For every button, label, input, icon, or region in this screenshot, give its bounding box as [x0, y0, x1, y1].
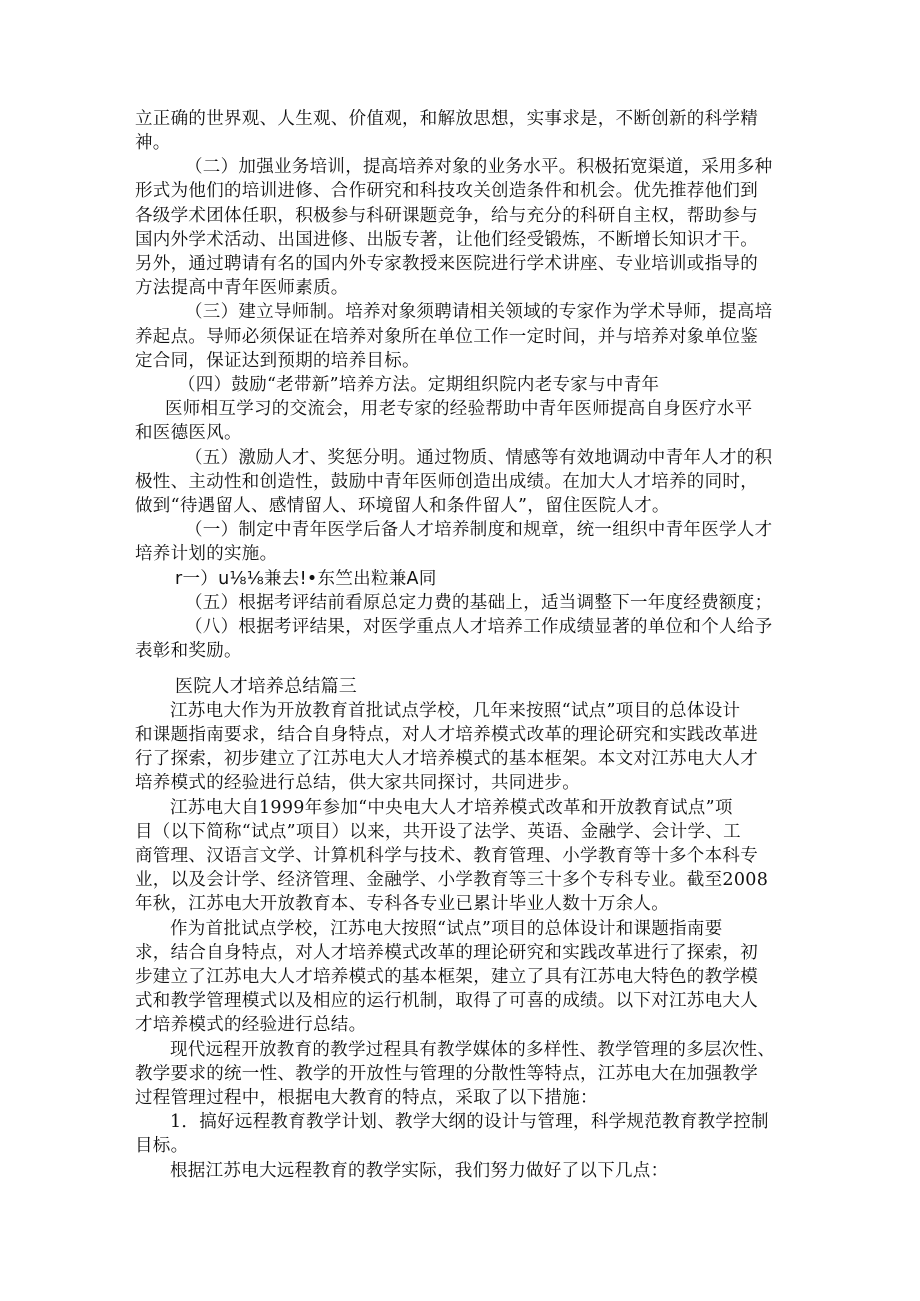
text-line: 和医德医风。: [135, 423, 242, 443]
text-line: （二）加强业务培训，提高培养对象的业务水平。积极拓宽渠道，采用多种: [185, 157, 773, 177]
text-line: 商管理、汉语言文学、计算机科学与技术、教育管理、小学教育等十多个本科专: [135, 846, 758, 866]
text-line: 作为首批试点学校，江苏电大按照“试点”项目的总体设计和课题指南要: [170, 919, 723, 939]
text-line: 形式为他们的培训进修、合作研究和科技攻关创造条件和机会。优先推荐他们到: [135, 181, 758, 201]
text-line: 立正确的世界观、人生观、价值观，和解放思想，实事求是，不断创新的科学精: [135, 109, 758, 129]
text-line: 现代远程开放教育的教学过程具有教学媒体的多样性、教学管理的多层次性、: [170, 1040, 776, 1060]
text-line: 教学要求的统一性、教学的开放性与管理的分散性等特点，江苏电大在加强教学: [135, 1064, 758, 1084]
text-line: 定合同，保证达到预期的培养目标。: [135, 351, 420, 371]
text-line: 极性、主动性和创造性，鼓励中青年医师创造出成绩。在加大人才培养的同时，: [135, 472, 758, 492]
text-line: 江苏电大作为开放教育首批试点学校，几年来按照“试点”项目的总体设计: [170, 701, 741, 721]
text-line: 表彰和奖励。: [135, 641, 242, 661]
text-line: 式和教学管理模式以及相应的运行机制，取得了可喜的成绩。以下对江苏电大人: [135, 991, 758, 1011]
text-line: （四）鼓励“老带新”培养方法。定期组织院内老专家与中青年: [178, 375, 660, 395]
text-line: 培养模式的经验进行总结，供大家共同探讨，共同进步。: [135, 773, 580, 793]
text-line: 各级学术团体任职，积极参与科研课题竞争，给与充分的科研自主权，帮助参与: [135, 206, 758, 226]
text-line: （一）制定中青年医学后备人才培养制度和规章，统一组织中青年医学人才: [185, 520, 773, 540]
text-line: （三）建立导师制。培养对象须聘请相关领域的专家作为学术导师，提高培: [185, 302, 773, 322]
garbled-text-line: r一）u⅛⅛兼去!•东竺出粒兼A同: [175, 569, 437, 589]
text-line: 行了探索，初步建立了江苏电大人才培养模式的基本框架。本文对江苏电大人才: [135, 749, 758, 769]
text-line: 根据江苏电大远程教育的教学实际，我们努力做好了以下几点：: [170, 1161, 669, 1181]
text-line: 目（以下简称“试点”项目）以来，共开设了法学、英语、金融学、会计学、工: [135, 822, 741, 842]
text-line: 方法提高中青年医师素质。: [135, 278, 349, 298]
text-line: 养起点。导师必须保证在培养对象所在单位工作一定时间，并与培养对象单位鉴: [135, 327, 758, 347]
text-line: 1．搞好远程教育教学计划、教学大纲的设计与管理，科学规范教育教学控制: [170, 1112, 769, 1132]
text-line: 培养计划的实施。: [135, 544, 278, 564]
text-line: （八）根据考评结果，对医学重点人才培养工作成绩显著的单位和个人给予: [185, 617, 773, 637]
text-line: 求，结合自身特点，对人才培养模式改革的理论研究和实践改革进行了探索，初: [135, 943, 758, 963]
text-line: 和课题指南要求，结合自身特点，对人才培养模式改革的理论研究和实践改革进: [135, 725, 758, 745]
section-heading: 医院人才培养总结篇三: [175, 676, 357, 697]
text-line: 做到“待遇留人、感情留人、环境留人和条件留人”，留住医院人才。: [135, 496, 670, 516]
text-line: 步建立了江苏电大人才培养模式的基本框架，建立了具有江苏电大特色的教学模: [135, 967, 758, 987]
text-line: 江苏电大自1999年参加“中央电大人才培养模式改革和开放教育试点”项: [170, 798, 733, 818]
text-line: （五）根据考评结前看原总定力费的基础上，适当调整下一年度经费额度；: [185, 593, 773, 613]
text-line: 神。: [135, 133, 171, 153]
text-line: 年秋，江苏电大开放教育本、专科各专业已累计毕业人数十万余人。: [135, 894, 669, 914]
text-line: 才培养模式的经验进行总结。: [135, 1015, 367, 1035]
text-line: 目标。: [135, 1136, 189, 1156]
text-line: 医师相互学习的交流会，用老专家的经验帮助中青年医师提高自身医疗水平: [165, 399, 753, 419]
text-line: （五）激励人才、奖惩分明。通过物质、情感等有效地调动中青年人才的积: [185, 448, 773, 468]
text-line: 业，以及会计学、经济管理、金融学、小学教育等三十多个专科专业。截至2008: [135, 870, 769, 890]
text-line: 过程管理过程中，根据电大教育的特点，采取了以下措施：: [135, 1088, 598, 1108]
text-line: 国内外学术活动、出国进修、出版专著，让他们经受锻炼，不断增长知识才干。: [135, 230, 758, 250]
text-line: 另外，通过聘请有名的国内外专家教授来医院进行学术讲座、专业培训或指导的: [135, 254, 758, 274]
